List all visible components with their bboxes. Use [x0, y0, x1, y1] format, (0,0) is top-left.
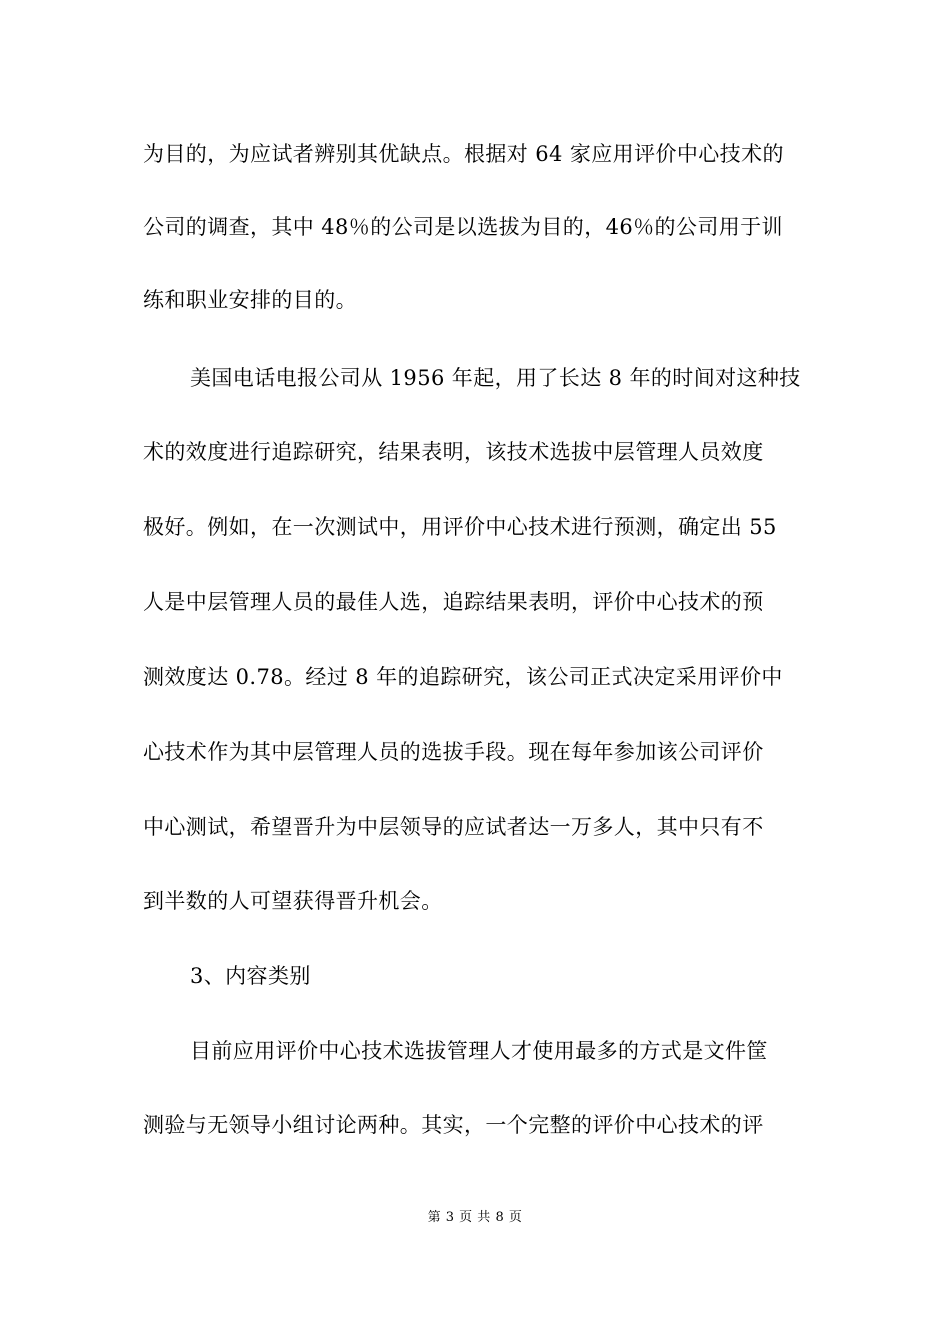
section-heading: 3、内容类别	[190, 964, 311, 988]
text-line: 心技术作为其中层管理人员的选拔手段。现在每年参加该公司评价	[143, 740, 764, 764]
text-line: 到半数的人可望获得晋升机会。	[143, 889, 443, 913]
text-line: 极好。例如，在一次测试中，用评价中心技术进行预测，确定出 55	[143, 515, 777, 539]
text-line: 测效度达 0.78。经过 8 年的追踪研究，该公司正式决定采用评价中	[143, 665, 783, 689]
text-line: 美国电话电报公司从 1956 年起，用了长达 8 年的时间对这种技	[190, 366, 801, 390]
text-line: 人是中层管理人员的最佳人选，追踪结果表明，评价中心技术的预	[143, 590, 764, 614]
text-line: 中心测试，希望晋升为中层领导的应试者达一万多人，其中只有不	[143, 815, 764, 839]
page-number-footer: 第 3 页 共 8 页	[427, 1210, 523, 1225]
text-line: 练和职业安排的目的。	[143, 288, 357, 312]
text-line: 为目的，为应试者辨别其优缺点。根据对 64 家应用评价中心技术的	[143, 142, 784, 166]
text-line: 公司的调查，其中 48％的公司是以选拔为目的，46％的公司用于训	[143, 215, 783, 239]
text-line: 术的效度进行追踪研究，结果表明，该技术选拔中层管理人员效度	[143, 440, 764, 464]
text-line: 测验与无领导小组讨论两种。其实，一个完整的评价中心技术的评	[143, 1113, 764, 1137]
text-line: 目前应用评价中心技术选拔管理人才使用最多的方式是文件筐	[190, 1039, 768, 1063]
